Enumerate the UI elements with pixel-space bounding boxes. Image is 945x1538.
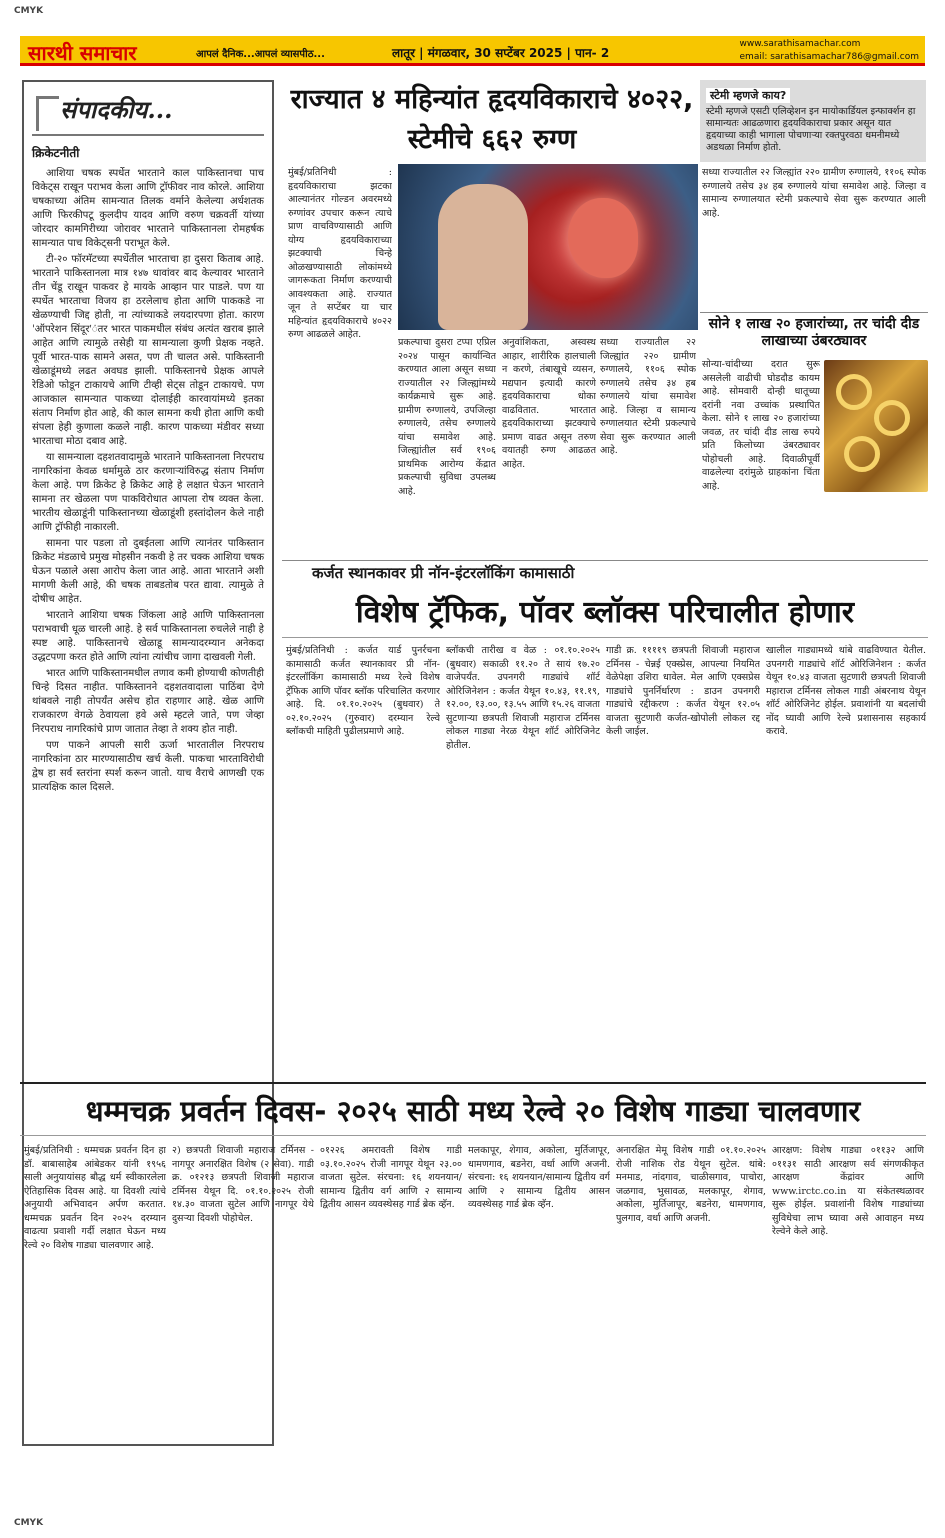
tagline: आपलं दैनिक...आपलं व्यासपीठ... xyxy=(196,49,325,60)
divider xyxy=(282,560,928,561)
lead-column-2: प्रकल्पाचा दुसरा टप्पा एप्रिल २०२४ पासून कार्यान्वित करण्यात आला असून सध्या राज्यातील २२ जिल्ह्यांमध्ये कार्यक्रमाचे सुरू आहे. ग्रामीण रुग्णालये, उपजिल्हा रुग्णालये, तसेच रुग्णालये यांचा समावेश आहे. जिल्ह्यांतील सर्व १९०६ प्राथमिक आरोग्य केंद्रात प्रकल्पाची सुविधा उपलब्ध आहे. xyxy=(398,337,496,497)
contact-info xyxy=(740,38,919,64)
masthead xyxy=(20,36,925,66)
dhamma-column-3: ०१२२६ अमरावती विशेष गाडी ०३.१०.२०२५ रोजी नागपूर येथून २३.०० वाजता सुटेल. संरचना: १६ शयनयान/सामान्य द्वितीय वर्ग आणि २ सामान्य द्वितीय आसन व्यवस्थेसह गार्ड ब्रेक व्हॅन. xyxy=(320,1145,462,1210)
heart-illustration xyxy=(568,198,638,278)
editorial-heading: संपादकीय... xyxy=(32,88,264,136)
stemi-column: सध्या राज्यातील २२ जिल्ह्यांत २२० ग्रामीण रुग्णालये, ११०६ स्पोक रुग्णालये तसेच ३४ हब रुग्णालये यांचा समावेश आहे. जिल्हा व सामान्य रुग्णालयात स्टेमी प्रकल्पाचे सेवा सुरू करण्यात आली आहे. xyxy=(702,167,926,219)
stemi-question: स्टेमी म्हणजे काय? xyxy=(706,88,790,103)
gold-jewellery-photo xyxy=(824,360,928,492)
editorial-body xyxy=(32,167,264,795)
gold-headline: सोने १ लाख २० हजारांच्या, तर चांदी दीड लाखाच्या उंबरठ्यावर xyxy=(708,316,920,349)
editorial-paragraph: पण पाकने आपली सारी ऊर्जा भारतातील निरपराध नागरिकांना ठार मारण्यासाठीच खर्च केली. पाकचा भारताविरोधी द्वेष हा सर्व स्तरांना स्पर्श करून जातो. याच वैराचे आणखी एक प्रात्यक्षिक काल दिसले. xyxy=(32,740,264,793)
dhamma-headline: धम्मचक्र प्रवर्तन दिवस- २०२५ साठी मध्य रेल्वे २० विशेष गाड्या चालवणार xyxy=(20,1082,926,1136)
brand-logo: सारथी समाचार xyxy=(28,41,137,65)
editorial-paragraph: आशिया चषक स्पर्धेत भारताने काल पाकिस्तानचा पाच विकेट्स राखून पराभव केला आणि ट्रॉफीवर नाव कोरले. आशिया चषकाच्या अंतिम सामन्यात तिलक वर्माने केलेल्या अर्धशतक आणि फिरकीपटू कुलदीप यादव आणि वरुण चक्रवर्ती यांच्या जोरदार कामगिरीच्या जोरावर भारताने पाकिस्तानला रोमहर्षक सामन्यात पाच विकेट्सनी पराभूत केले. xyxy=(32,168,264,249)
website-link[interactable]: www.sarathisamachar.com xyxy=(739,39,861,49)
editorial-paragraph: टी-२० फॉरमॅटच्या स्पर्धेतील भारताचा हा दुसरा किताब आहे. भारताने पाकिस्तानला मात्र १४७ धावांवर बाद केल्यावर भारताने तीन चेंडू राखून पाकवर हे मायके आव्हान पार पाडले. पण या स्पर्धेत भारताचा विजय हा ठरलेलाच होता आणि पाककडे ना खेळण्याची जिद्द होती, ना त्यांच्याकडे लयदारपणा होता. कारण 'ऑपरेशन सिंदूर'ंतर भारत पाकमधील संबंध अत्यंत खराब झाले आहेत आणि त्यामुळे तसेही या सामन्याला कुणी प्रेक्षक नव्हते. पूर्वी भारत-पाक सामने असत, पण ती चालत असे. पाकिस्तानी खेळाडूंमध्ये लढत अवघड झाली. पाकिस्तानचे प्रेक्षक आपले रेडिओ फोडून टाकायचे आणि टीव्ही सेट्स तोडून टाकायचे. पण आजकाल सामन्यात पाकच्या दोलाईही कारवायांमध्ये इतका संताप निर्माण होत आहे, की काल सामना कधी होता आणि कधी संपला हेही कुणाला कळले नाही. कारण पाकच्या मंडीवर सध्या भारताचा मोठा दबाव आहे. xyxy=(32,254,264,447)
editorial-paragraph: भारताने आशिया चषक जिंकला आहे आणि पाकिस्तानला पराभवाची धूळ चारली आहे. हे सर्व पाकिस्तानला रुचलेले नाही हे स्पष्ट आहे. पाकिस्तानचे खेळाडू सामन्यादरम्यान अनेकदा उद्धटपणा करत होते आणि त्यांना त्यांचीच जागा दाखवली गेली. xyxy=(32,610,264,663)
editorial-title: क्रिकेटनीती xyxy=(32,146,80,160)
editorial-paragraph: सामना पार पडला तो दुबईतला आणि त्यानंतर पाकिस्तान क्रिकेट मंडळाचे प्रमुख मोहसीन नकवी हे तर चक्क आशिया चषक घेऊन पळाले असा आरोप केला जात आहे. आता भारताने अशी मागणी केली आहे, की चषक ताबडतोब परत द्यावा. त्यामुळे ते दोषीच आहेत. xyxy=(32,538,264,605)
editorial-paragraph: या सामन्याला दहशतवादामुळे भारताने पाकिस्तानला निरपराध नागरिकांना केवळ धर्मामुळे ठार करणाऱ्यांविरुद्ध संताप निर्माण केला आहे. पण क्रिकेट हे क्रिकेट आहे हे लक्षात घेऊन भारताने सामना तर खेळला पण पाकविरोधात आपला रोष व्यक्त केला. भारतीय खेळाडूंनी पाकिस्तानच्या खेळाडूंशी हस्तांदोलन केले नाही आणि ट्रॉफीही नाकारली. xyxy=(32,452,264,533)
lead-column-1: मुंबई/प्रतिनिधी : हृदयविकाराचा झटका आल्यानंतर गोल्डन अवरमध्ये रुग्णांवर उपचार करून त्याचे प्राण वाचविण्यासाठी आणि योग्य हृदयविकाराच्या झटक्याची चिन्हे ओळखण्यासाठी लोकांमध्ये जागरूकता निर्माण करण्याची आवश्यकता आहे. राज्यात जून ते सप्टेंबर या चार महिन्यांत हृदयविकाराचे ४०२२ रुग्ण आढळले आहेत. xyxy=(288,167,392,340)
lead-column-4: सध्या राज्यातील २२ जिल्ह्यांत २२० ग्रामीण रुग्णालये, ११०६ स्पोक रुग्णालये तसेच ३४ हब रुग्णालये यांचा समावेश आहे. जिल्हा व सामान्य रुग्णालयात स्टेमी प्रकल्पाचे सेवा सुरू करण्यात आली आहे. xyxy=(600,337,696,456)
email-link[interactable]: email: sarathisamachar786@gmail.com xyxy=(739,52,919,62)
gold-column: सोन्या-चांदीच्या दरात सुरू असलेली वाढीची घोडदौड कायम आहे. सोमवारी दोन्ही धातूच्या दरांनी नवा उच्चांक प्रस्थापित केला. सोने १ लाख २० हजारांच्या जवळ, तर चांदी दीड लाख रुपये प्रति किलोच्या उंबरठ्यावर पोहोचली आहे. दिवाळीपूर्वी वाढलेल्या दरांमुळे ग्राहकांना चिंता आहे. xyxy=(702,359,820,492)
rail-subheading: कर्जत स्थानकावर प्री नॉन-इंटरलॉकिंग कामासाठी xyxy=(312,564,575,582)
heart-attack-photo xyxy=(398,164,698,330)
dhamma-column-6: आरक्षण: विशेष गाड्या ०११३२ आणि ०११३१ साठी आरक्षण सर्व संगणकीकृत आरक्षण केंद्रांवर आणि www.irctc.co.in या संकेतस्थळावर सुरू होईल. प्रवाशांनी विशेष गाड्यांच्या सुविधेचा लाभ घ्यावा असे आवाहन मध्य रेल्वेने केले आहे. xyxy=(772,1145,924,1237)
rail-column-2: ब्लॉकची तारीख व वेळ : ०१.१०.२०२५ (बुधवार) सकाळी ११.२० ते सायं १७.२० वाजेपर्यंत. उपनगरी गाड्यांचे शॉर्ट ओरिजिनेशन : कर्जत येथून १०.४३, ११.१९, १२.००, १३.००, १३.५५ आणि १५.२६ वाजता सुटणाऱ्या छत्रपती शिवाजी महाराज टर्मिनस लोकल गाड्या नेरळ येथून शॉर्ट ओरिजिनेट होतील. xyxy=(446,645,600,751)
stemi-info-box xyxy=(700,80,926,162)
divider xyxy=(700,312,928,313)
lead-column-3: अनुवांशिकता, अस्वस्थ आहार, शारीरिक हालचाली न करणे, तंबाखूचे व्यसन, मद्यपान इत्यादी कारणे हृदयविकाराचा धोका वाढवितात. भारतात हृदयविकाराच्या झटक्याचे प्रमाण वाढत असून तरुण वयातही रुग्ण आढळत आहेत. xyxy=(502,337,596,470)
cmyk-mark-top: CMYK xyxy=(14,6,44,16)
rail-column-3: गाडी क्र. ११११९ छत्रपती शिवाजी महाराज टर्मिनस - चेन्नई एक्स्प्रेस, आपल्या नियमित वेळेपेक्षा उशिरा धावेल. मेल आणि एक्सप्रेस गाड्यांचे पुनर्निर्धारण : डाउन उपनगरी गाड्यांचे रद्दीकरण : कर्जत येथून १२.०५ वाजता सुटणारी कर्जत-खोपोली लोकल रद्द केली जाईल. xyxy=(606,645,760,737)
dhamma-column-5: अनारक्षित मेमू विशेष गाडी ०१.१०.२०२५ रोजी नाशिक रोड येथून सुटेल. थांबे: मनमाड, नांदगाव, चाळीसगाव, पाचोरा, जळगाव, भुसावळ, मलकापूर, शेगाव, अकोला, मुर्तिजापूर, बडनेरा, धामणगाव, पुलगाव, वर्धा आणि अजनी. xyxy=(616,1145,766,1224)
dhamma-column-1: मुंबई/प्रतिनिधी : धम्मचक्र प्रवर्तन दिन हा डॉ. बाबासाहेब आंबेडकर यांनी १९५६ साली अनुयायांसह बौद्ध धर्म स्वीकारलेला ऐतिहासिक दिवस आहे. या दिवशी त्यांचे अनुयायी अभिवादन अर्पण करतात. धम्मचक्र प्रवर्तन दिन २०२५ दरम्यान वाढत्या प्रवाशी गर्दी लक्षात घेऊन मध्य रेल्वे २० विशेष गाड्या चालवणार आहे. xyxy=(24,1145,166,1251)
editorial-paragraph: भारत आणि पाकिस्तानमधील तणाव कमी होण्याची कोणतीही चिन्हे दिसत नाहीत. पाकिस्तानने दहशतवादाला पाठिंबा देणे थांबवले नाही तोपर्यंत असेच होत राहणार आहे. खेळ आणि राजकारण वेगळे ठेवायला हवे असे म्हटले जाते, पण जेव्हा निरपराध नागरिकांचे प्राण जातात तेव्हा ते शक्य होत नाही. xyxy=(32,668,264,735)
stemi-text: स्टेमी म्हणजे एसटी एलिव्हेशन इन मायोकार्डियल इन्फार्क्शन हा सामान्यतः आढळणारा हृदयविकाराचा प्रकार असून यात हृदयाच्या काही भागाला पोचणाऱ्या रक्तपुरवठा धमनीमध्ये अडथळा निर्माण होतो. xyxy=(706,106,916,153)
dateline: लातूर | मंगळवार, 30 सप्टेंबर 2025 | पान- 2 xyxy=(392,46,610,60)
rail-headline: विशेष ट्रॅफिक, पॉवर ब्लॉक्स परिचालीत होणार xyxy=(282,588,928,638)
dhamma-column-2: २) छत्रपती शिवाजी महाराज टर्मिनस - नागपूर अनारक्षित विशेष (२ सेवा). गाडी क्र. ०१२१३ छत्रपती शिवाजी महाराज टर्मिनस येथून दि. ०१.१०.२०२५ रोजी १४.३० वाजता सुटेल आणि नागपूर येथे दुसऱ्या दिवशी पोहोचेल. xyxy=(172,1145,314,1224)
rail-column-4: खालील गाड्यामध्ये थांबे वाढविण्यात येतील. उपनगरी गाड्यांचे शॉर्ट ओरिजिनेशन : कर्जत येथून १०.४३ वाजता सुटणारी छत्रपती शिवाजी महाराज टर्मिनस लोकल गाडी अंबरनाथ येथून शॉर्ट ओरिजिनेट होईल. प्रवाशांनी या बदलांची नोंद घ्यावी आणि रेल्वे प्रशासनास सहकार्य करावे. xyxy=(766,645,926,737)
dhamma-column-4: मलकापूर, शेगाव, अकोला, मुर्तिजापूर, धामणगाव, बडनेरा, वर्धा आणि अजनी. संरचना: १६ शयनयान/सामान्य द्वितीय वर्ग आणि २ सामान्य द्वितीय आसन व्यवस्थेसह गार्ड ब्रेक व्हॅन. xyxy=(468,1145,610,1210)
person-figure xyxy=(438,184,528,330)
rail-column-1: मुंबई/प्रतिनिधी : कर्जत यार्ड पुनर्रचना कामासाठी कर्जत स्थानकावर प्री नॉन-इंटरलॉकिंग कामासाठी मध्य रेल्वे विशेष ट्रॅफिक आणि पॉवर ब्लॉक परिचालित करणार आहे. दि. ०१.१०.२०२५ (बुधवार) ते ०२.१०.२०२५ (गुरुवार) दरम्यान रेल्वे ब्लॉकची माहिती पुढीलप्रमाणे आहे. xyxy=(286,645,440,737)
lead-headline: राज्यात ४ महिन्यांत हृदयविकाराचे ४०२२, स्टेमीचे ६६२ रुग्ण xyxy=(290,84,694,155)
cmyk-mark-bottom: CMYK xyxy=(14,1518,44,1528)
